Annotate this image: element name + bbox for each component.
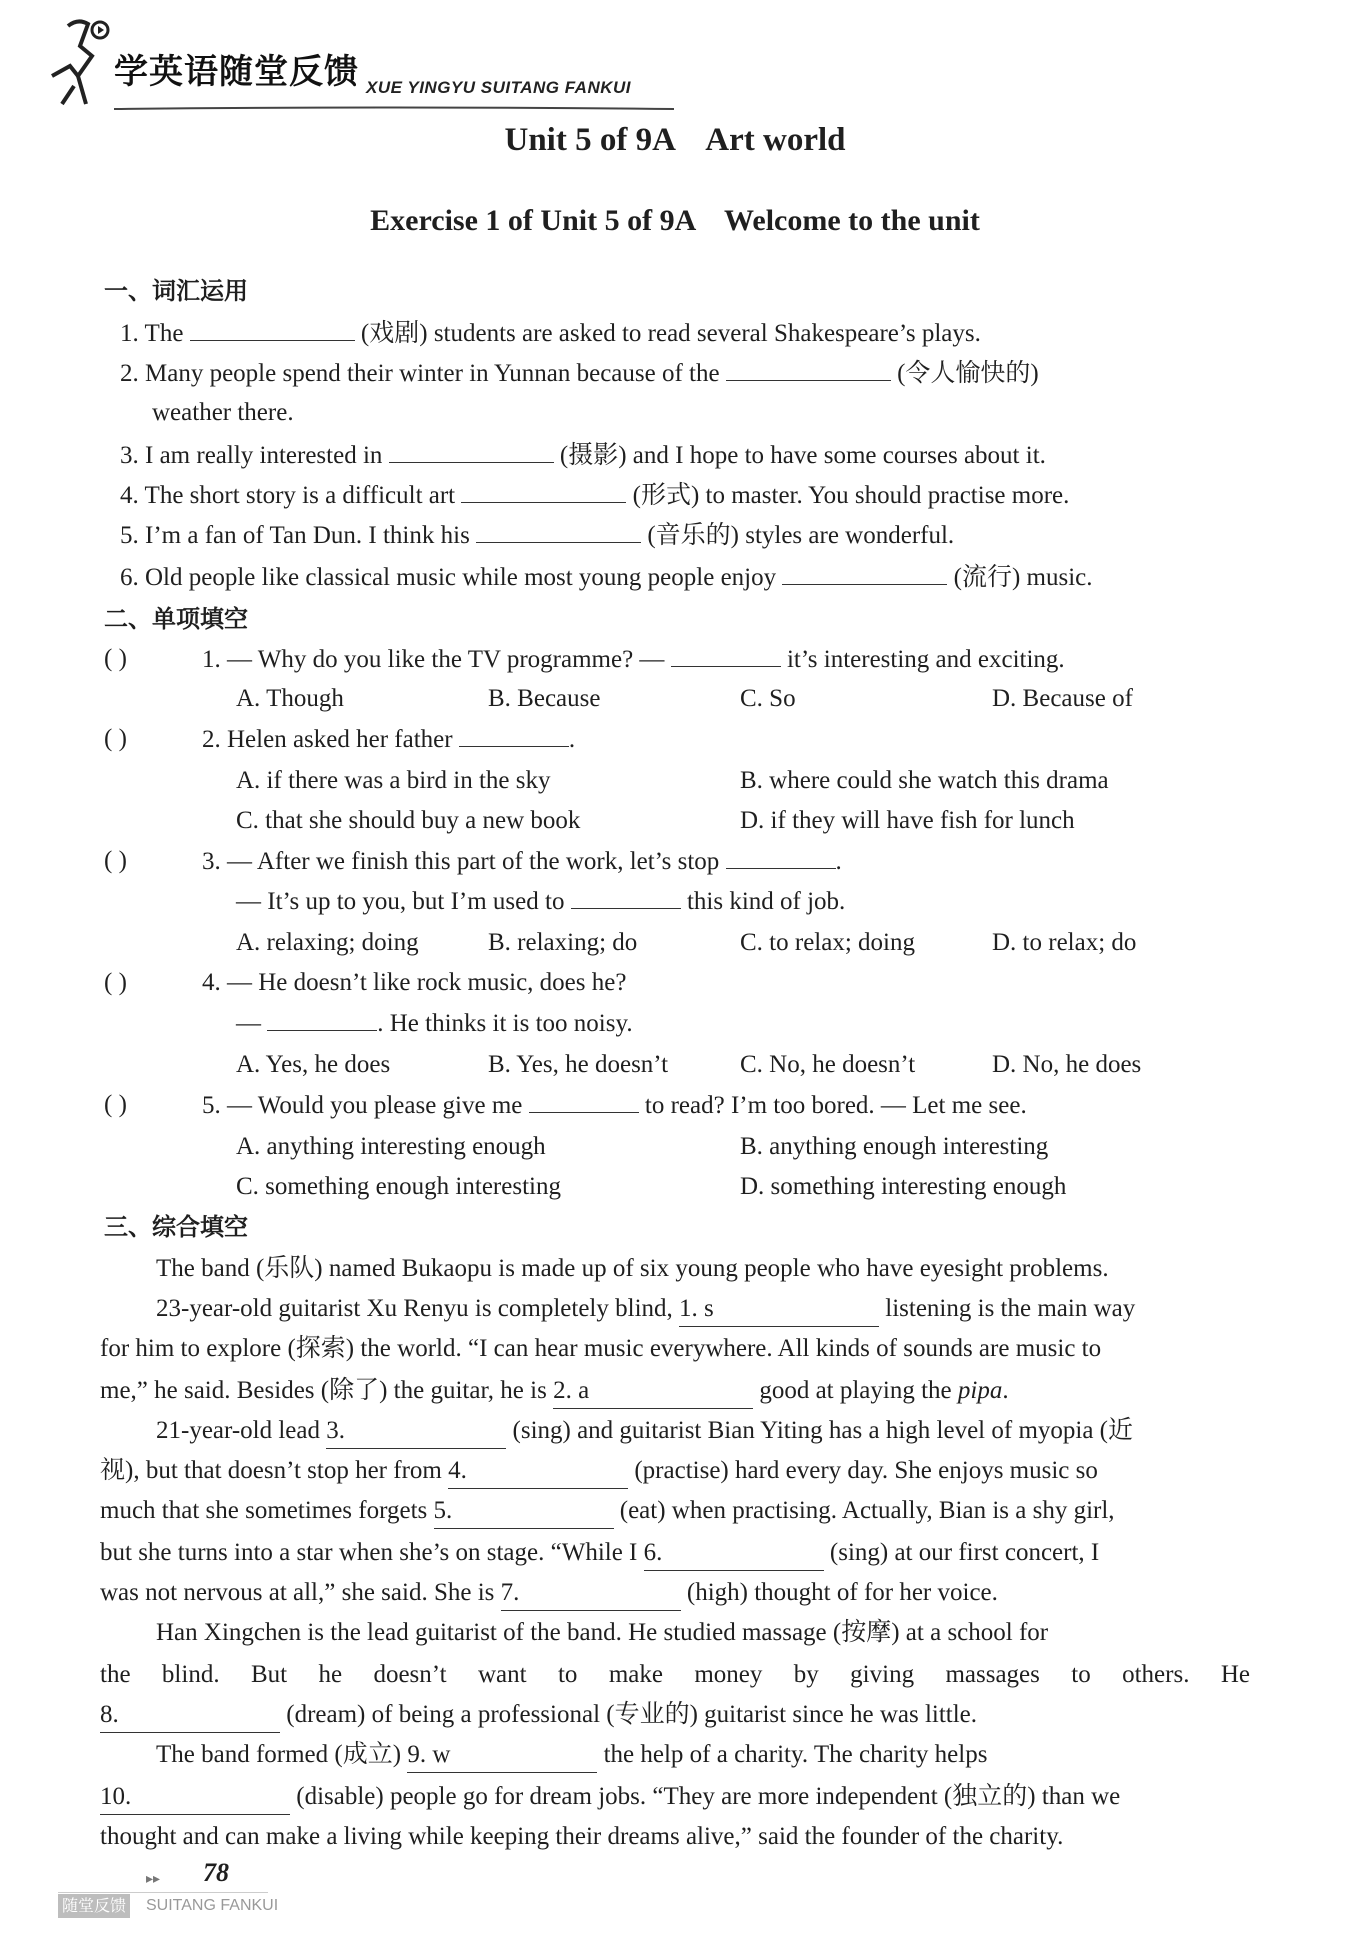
passage-line: 8. (dream) of being a professional (专业的) guitarist since he was little. xyxy=(100,1698,977,1733)
mc-q4-option-a[interactable]: A. Yes, he does xyxy=(236,1051,391,1078)
footer-arrow-icon: ▸▸ xyxy=(146,1871,161,1887)
unit-title: Unit 5 of 9A Art world xyxy=(504,122,846,158)
passage-line: for him to explore (探索) the world. “I can hear music everywhere. All kinds of sounds are music to xyxy=(100,1335,1102,1362)
mc-q4-option-c[interactable]: C. No, he doesn’t xyxy=(740,1051,916,1078)
mc-q1-option-c[interactable]: C. So xyxy=(740,685,796,712)
cloze-blank-7[interactable]: 7. xyxy=(501,1576,681,1611)
footer-label-en: SUITANG FANKUI xyxy=(146,1897,279,1914)
answer-blank[interactable] xyxy=(726,356,891,381)
passage-line: me,” he said. Besides (除了) the guitar, he is 2. a good at playing the pipa. xyxy=(100,1374,1009,1409)
vocab-q3: 3. I am really interested in (摄影) and I hope to have some courses about it. xyxy=(120,438,1046,473)
mc-q5-option-d[interactable]: D. something interesting enough xyxy=(740,1173,1067,1200)
section3-heading: 三、综合填空 xyxy=(104,1213,248,1241)
passage-line: 10. (disable) people go for dream jobs. “They are more independent (独立的) than we xyxy=(100,1780,1120,1815)
header-title-en: XUE YINGYU SUITANG FANKUI xyxy=(366,78,632,97)
answer-blank[interactable] xyxy=(529,1088,639,1113)
answer-blank[interactable] xyxy=(190,316,355,341)
cloze-blank-3[interactable]: 3. xyxy=(326,1414,506,1449)
passage-line: Han Xingchen is the lead guitarist of the band. He studied massage (按摩) at a school for xyxy=(156,1619,1049,1646)
mc-q5-option-b[interactable]: B. anything enough interesting xyxy=(740,1133,1049,1160)
passage-line: the blind. But he doesn’t want to make money by giving massages to others. He xyxy=(100,1661,1250,1688)
vocab-q2: 2. Many people spend their winter in Yunnan because of the (令人愉快的) xyxy=(120,356,1039,391)
mc-q1-option-a[interactable]: A. Though xyxy=(236,685,344,712)
passage-line: 视), but that doesn’t stop her from 4. (practise) hard every day. She enjoys music so xyxy=(100,1454,1098,1489)
mc-q3-option-d[interactable]: D. to relax; do xyxy=(992,929,1137,956)
mc-q1-stem: 1. — Why do you like the TV programme? — it’s interesting and exciting. xyxy=(202,642,1065,677)
answer-blank[interactable] xyxy=(671,642,781,667)
vocab-q2-cont: weather there. xyxy=(152,399,294,426)
vocab-q5: 5. I’m a fan of Tan Dun. I think his (音乐的) styles are wonderful. xyxy=(120,518,954,553)
footer-rule xyxy=(58,1892,268,1893)
passage-line: 21-year-old lead 3. (sing) and guitarist Bian Yiting has a high level of myopia (近 xyxy=(156,1414,1133,1449)
mc-q2-option-b[interactable]: B. where could she watch this drama xyxy=(740,767,1109,794)
mc-q4-stem: 4. — He doesn’t like rock music, does he? xyxy=(202,969,627,996)
cloze-blank-4[interactable]: 4. xyxy=(448,1454,628,1489)
exercise-title: Exercise 1 of Unit 5 of 9A Welcome to the unit xyxy=(370,204,980,237)
passage-line: 23-year-old guitarist Xu Renyu is completely blind, 1. s listening is the main way xyxy=(156,1292,1135,1327)
cloze-blank-8[interactable]: 8. xyxy=(100,1698,280,1733)
header-rule xyxy=(114,106,674,112)
vocab-q6: 6. Old people like classical music while most young people enjoy (流行) music. xyxy=(120,560,1093,595)
passage-line: thought and can make a living while keeping their dreams alive,” said the founder of the charity. xyxy=(100,1823,1064,1850)
answer-blank[interactable] xyxy=(389,438,554,463)
mc-answer-paren[interactable]: ( ) xyxy=(104,1091,127,1118)
cloze-blank-9[interactable]: 9. w xyxy=(407,1738,597,1773)
cloze-blank-5[interactable]: 5. xyxy=(434,1494,614,1529)
answer-blank[interactable] xyxy=(782,560,947,585)
answer-blank[interactable] xyxy=(461,478,626,503)
mc-q3-stem: 3. — After we finish this part of the work, let’s stop . xyxy=(202,844,842,879)
mc-q5-option-c[interactable]: C. something enough interesting xyxy=(236,1173,561,1200)
mc-q5-option-a[interactable]: A. anything interesting enough xyxy=(236,1133,546,1160)
mc-q4-line2: — . He thinks it is too noisy. xyxy=(236,1006,633,1041)
mc-q3-line2: — It’s up to you, but I’m used to this kind of job. xyxy=(236,884,845,919)
passage-line: The band formed (成立) 9. w the help of a charity. The charity helps xyxy=(156,1738,987,1773)
answer-blank[interactable] xyxy=(571,884,681,909)
mc-answer-paren[interactable]: ( ) xyxy=(104,645,127,672)
page-header xyxy=(48,14,668,114)
section1-heading: 一、词汇运用 xyxy=(104,277,248,305)
mc-answer-paren[interactable]: ( ) xyxy=(104,725,127,752)
header-title-cn: 学英语随堂反馈 xyxy=(114,52,359,92)
mc-q2-option-a[interactable]: A. if there was a bird in the sky xyxy=(236,767,551,794)
mc-q3-option-a[interactable]: A. relaxing; doing xyxy=(236,929,419,956)
passage-line: much that she sometimes forgets 5. (eat) when practising. Actually, Bian is a shy girl, xyxy=(100,1494,1115,1529)
cloze-blank-6[interactable]: 6. xyxy=(644,1536,824,1571)
cloze-blank-1[interactable]: 1. s xyxy=(679,1292,879,1327)
mc-q4-option-d[interactable]: D. No, he does xyxy=(992,1051,1142,1078)
mc-q5-stem: 5. — Would you please give me to read? I’m too bored. — Let me see. xyxy=(202,1088,1027,1123)
answer-blank[interactable] xyxy=(726,844,836,869)
answer-blank[interactable] xyxy=(267,1006,377,1031)
mc-q3-option-b[interactable]: B. relaxing; do xyxy=(488,929,638,956)
passage-line: The band (乐队) named Bukaopu is made up of six young people who have eyesight problems. xyxy=(156,1255,1109,1282)
mc-answer-paren[interactable]: ( ) xyxy=(104,847,127,874)
mc-q3-option-c[interactable]: C. to relax; doing xyxy=(740,929,915,956)
mc-answer-paren[interactable]: ( ) xyxy=(104,969,127,996)
cloze-blank-10[interactable]: 10. xyxy=(100,1780,290,1815)
mc-q2-option-c[interactable]: C. that she should buy a new book xyxy=(236,807,581,834)
answer-blank[interactable] xyxy=(476,518,641,543)
answer-blank[interactable] xyxy=(459,722,569,747)
passage-line: but she turns into a star when she’s on stage. “While I 6. (sing) at our first concert, I xyxy=(100,1536,1099,1571)
mc-q2-option-d[interactable]: D. if they will have fish for lunch xyxy=(740,807,1075,834)
vocab-q1: 1. The (戏剧) students are asked to read several Shakespeare’s plays. xyxy=(120,316,981,351)
mc-q1-option-d[interactable]: D. Because of xyxy=(992,685,1133,712)
vocab-q4: 4. The short story is a difficult art (形式) to master. You should practise more. xyxy=(120,478,1069,513)
footer-label-cn: 随堂反馈 xyxy=(58,1894,130,1918)
mc-q1-option-b[interactable]: B. Because xyxy=(488,685,601,712)
passage-line: was not nervous at all,” she said. She is 7. (high) thought of for her voice. xyxy=(100,1576,998,1611)
mc-q2-stem: 2. Helen asked her father . xyxy=(202,722,575,757)
mc-q4-option-b[interactable]: B. Yes, he doesn’t xyxy=(488,1051,669,1078)
cloze-blank-2[interactable]: 2. a xyxy=(553,1374,753,1409)
page-number: 78 xyxy=(203,1858,229,1887)
runner-logo-icon xyxy=(48,16,110,110)
section2-heading: 二、单项填空 xyxy=(104,605,248,633)
